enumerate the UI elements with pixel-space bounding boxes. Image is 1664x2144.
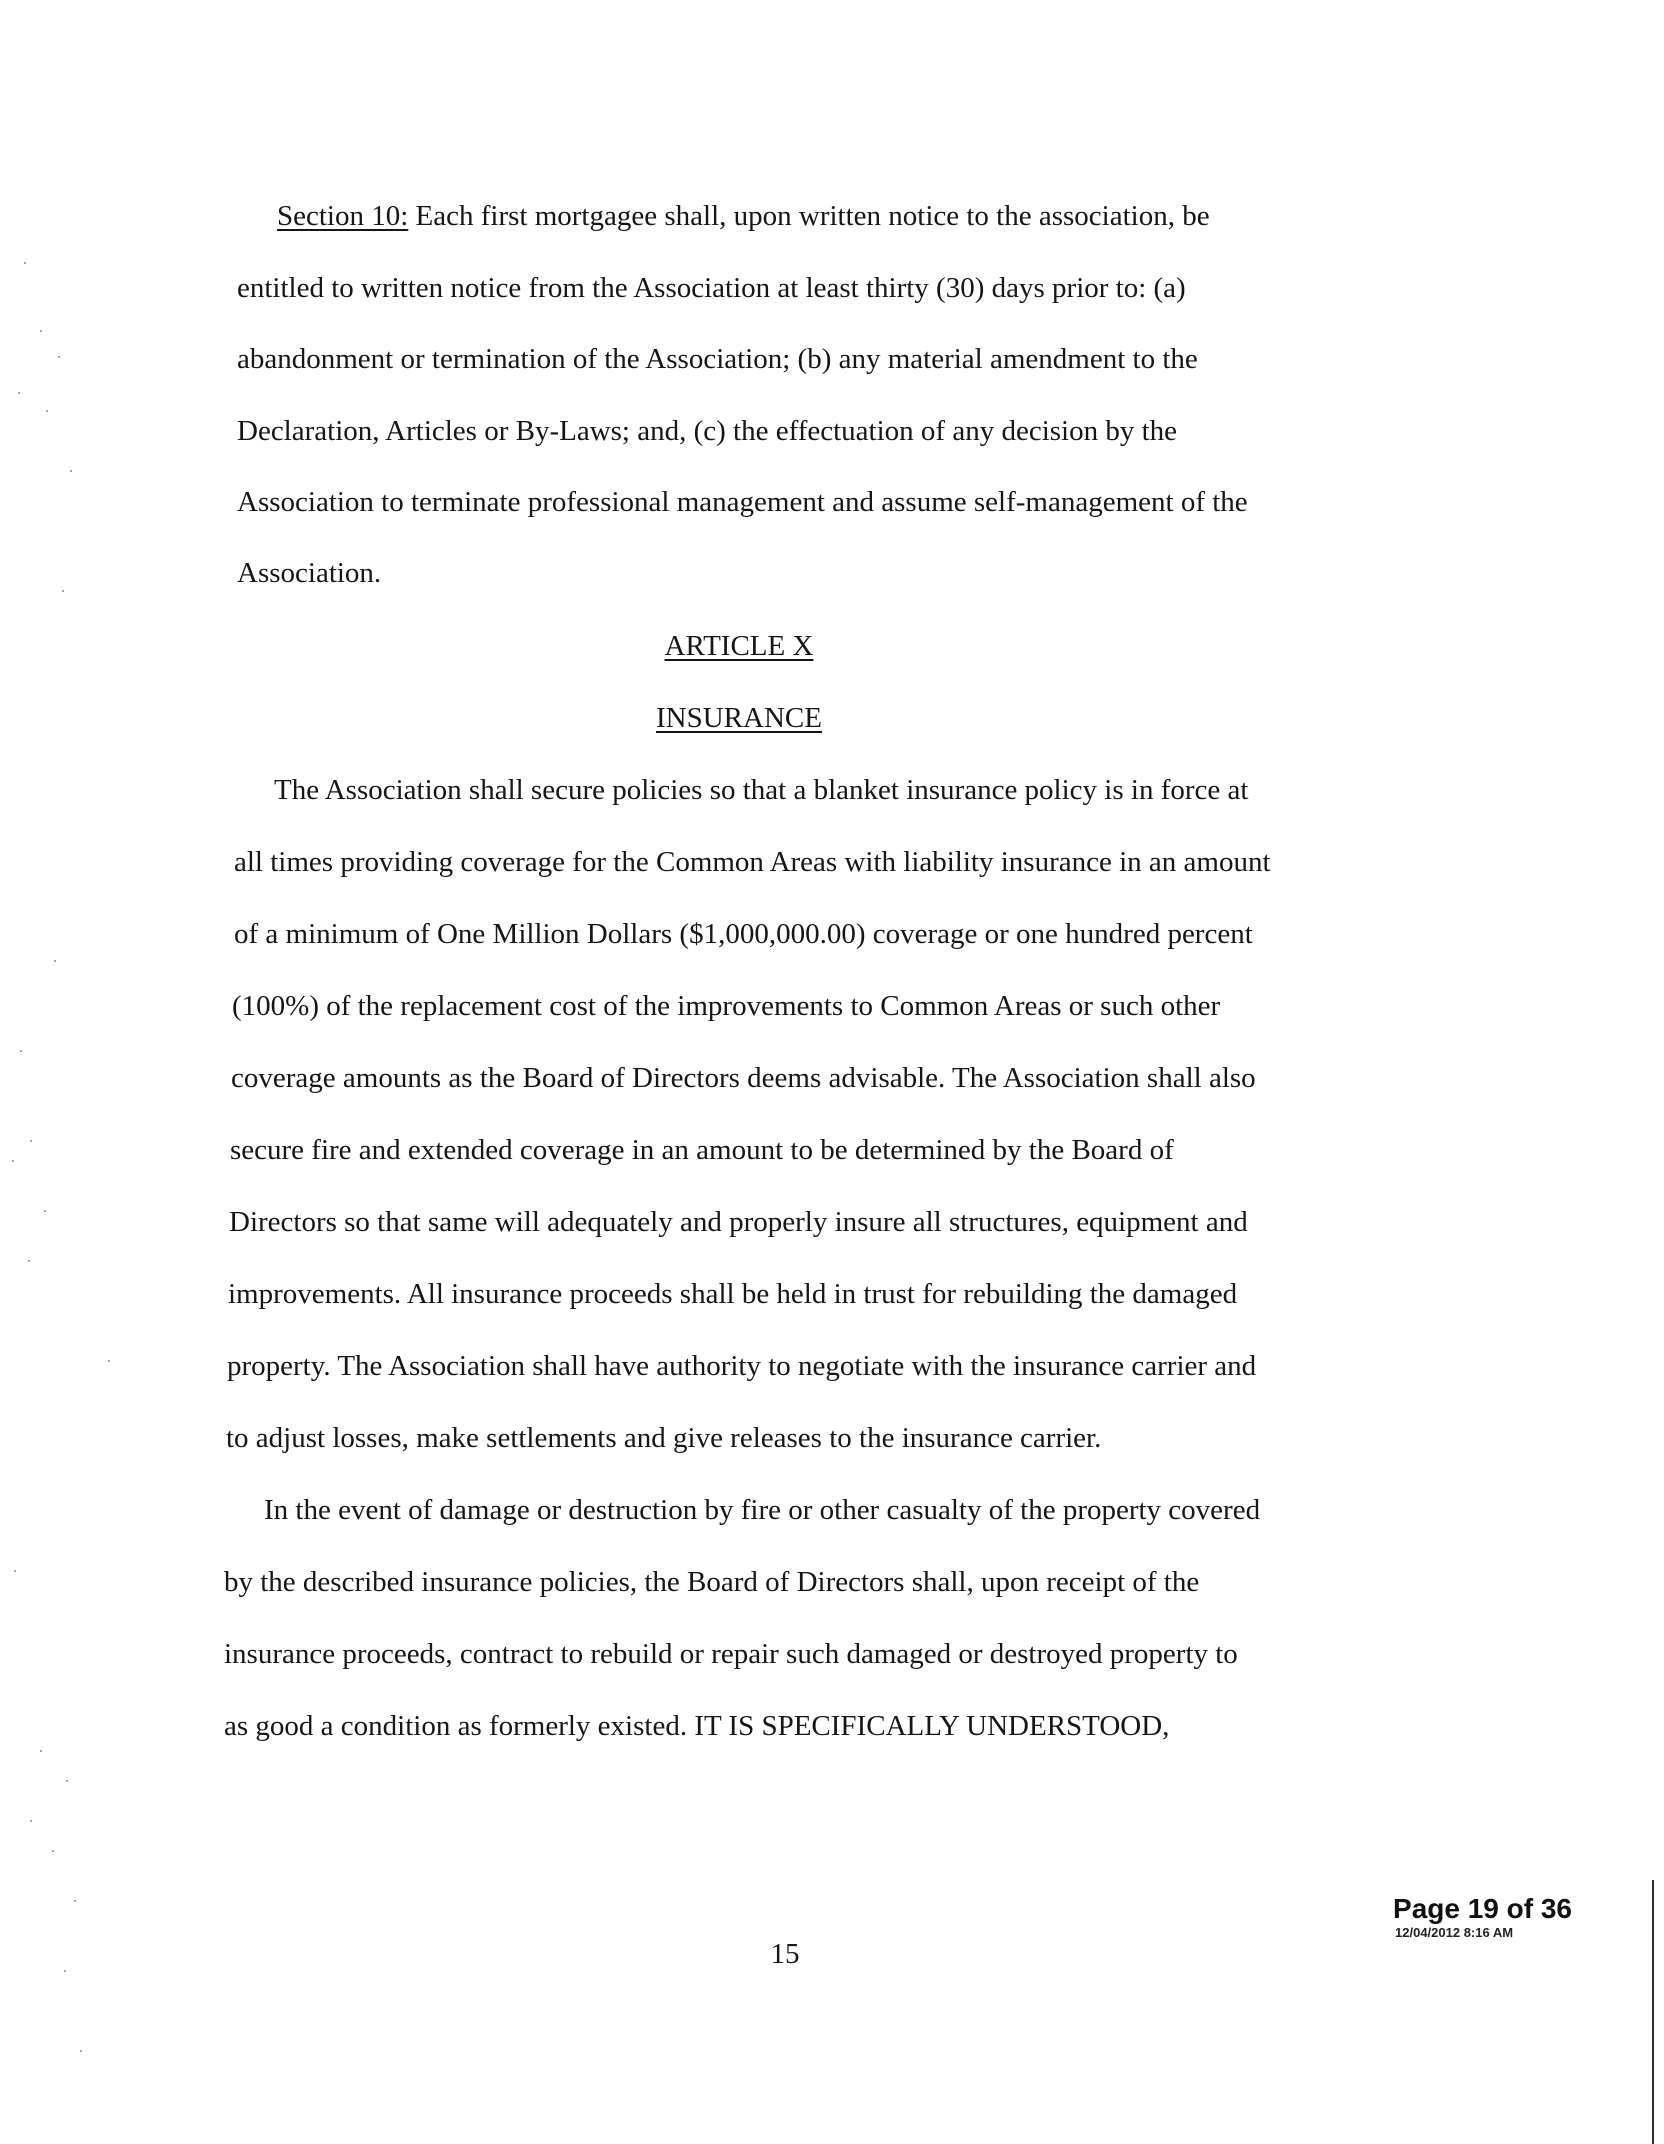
filing-stamp (1393, 1893, 1572, 1941)
insurance-para1-line-7: Directors so that same will adequately and properly insure all structures, equipment and (229, 1206, 1248, 1238)
insurance-para1-line-5: coverage amounts as the Board of Directors deems advisable. The Association shall also (231, 1062, 1256, 1094)
article-number-line (0, 628, 1571, 664)
insurance-para1-line-4: (100%) of the replacement cost of the improvements to Common Areas or such other (232, 990, 1221, 1022)
insurance-para1-line-8: improvements. All insurance proceeds shall be held in trust for rebuilding the damaged (228, 1278, 1238, 1310)
insurance-para2-line-1: In the event of damage or destruction by fire or other casualty of the property covered (264, 1494, 1261, 1526)
section10-line-4: Declaration, Articles or By-Laws; and, (c) the effectuation of any decision by the (237, 415, 1178, 447)
section10-line-2: entitled to written notice from the Association at least thirty (30) days prior to: (a) (237, 272, 1186, 304)
stamp-page-label: Page 19 of 36 (1393, 1893, 1572, 1924)
section10-text-1: Each first mortgagee shall, upon written notice to the association, be (408, 200, 1210, 232)
scan-edge-line (1652, 1880, 1654, 2144)
insurance-para1-line-1: The Association shall secure policies so that a blanket insurance policy is in force at (274, 774, 1249, 806)
section10-line-5: Association to terminate professional management and assume self-management of the (237, 486, 1248, 518)
insurance-para1-line-6: secure fire and extended coverage in an amount to be determined by the Board of (230, 1134, 1174, 1166)
insurance-para1-line-3: of a minimum of One Million Dollars ($1,000,000.00) coverage or one hundred percent (234, 918, 1253, 950)
article-title-line (0, 700, 1571, 736)
insurance-para2-line-4: as good a condition as formerly existed. IT IS SPECIFICALLY UNDERSTOOD, (224, 1710, 1170, 1742)
insurance-para2-line-2: by the described insurance policies, the Board of Directors shall, upon receipt of the (224, 1566, 1200, 1598)
section10-line-6: Association. (237, 557, 382, 589)
stamp-timestamp: 12/04/2012 8:16 AM (1395, 1925, 1514, 1940)
article-number: ARTICLE X (664, 630, 814, 662)
insurance-para2-line-3: insurance proceeds, contract to rebuild or repair such damaged or destroyed property to (224, 1638, 1238, 1670)
page-number: 15 (770, 1938, 800, 1970)
insurance-para1-line-10: to adjust losses, make settlements and give releases to the insurance carrier. (226, 1422, 1102, 1454)
insurance-para1-line-9: property. The Association shall have authority to negotiate with the insurance carrier and (227, 1350, 1257, 1382)
insurance-para1-line-2: all times providing coverage for the Common Areas with liability insurance in an amount (234, 846, 1271, 878)
section10-line-1 (277, 198, 1210, 234)
section10-heading: Section 10: (277, 200, 409, 232)
article-title: INSURANCE (656, 702, 822, 734)
section10-line-3: abandonment or termination of the Association; (b) any material amendment to the (237, 343, 1198, 375)
